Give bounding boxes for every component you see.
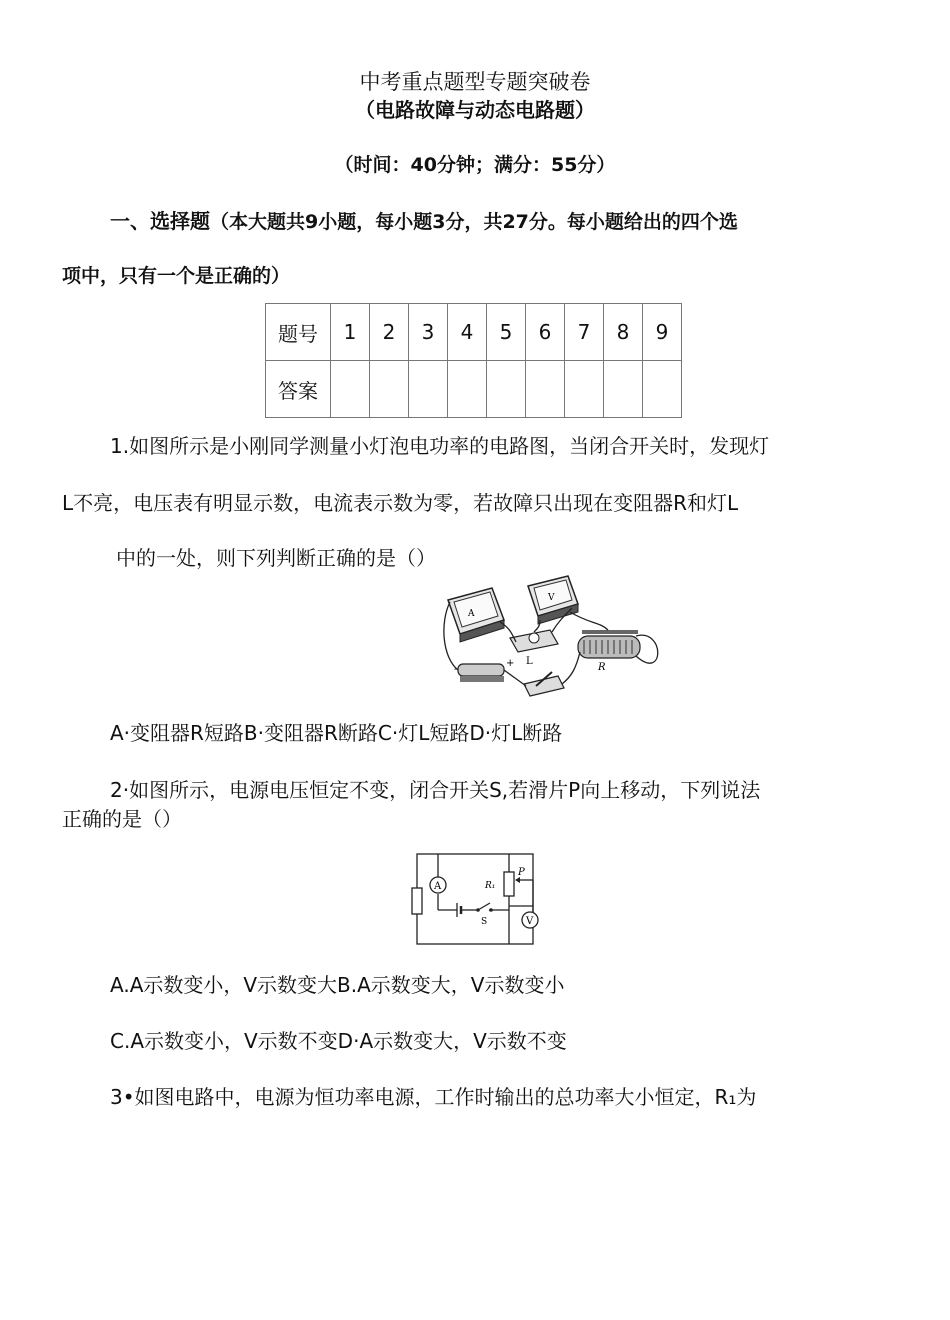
question-number-cell: 9 <box>643 304 682 361</box>
question-number-cell: 5 <box>487 304 526 361</box>
answer-cell <box>448 361 487 418</box>
q1-line2: L不亮，电压表有明显示数，电流表示数为零，若故障只出现在变阻器R和灯L <box>62 491 739 515</box>
ammeter-label: A <box>434 881 442 892</box>
section-heading: 一、选择题 <box>110 209 210 233</box>
answer-cell <box>370 361 409 418</box>
lamp-label: L <box>526 656 533 667</box>
ammeter-icon <box>448 588 504 642</box>
battery-icon <box>457 903 461 917</box>
page-title: 中考重点题型专题突破卷 <box>359 70 591 94</box>
section-line <box>110 205 738 234</box>
q1-line3: 中的一处，则下列判断正确的是（） <box>116 546 436 570</box>
switch-icon <box>476 903 493 927</box>
question-number-cell: 1 <box>331 304 370 361</box>
q1-options: A·变阻器R短路B·变阻器R断路C·灯L短路D·灯L断路 <box>110 721 563 745</box>
table-row <box>266 361 682 418</box>
question-number-cell: 8 <box>604 304 643 361</box>
battery-icon <box>454 658 514 682</box>
switch-icon <box>524 672 564 696</box>
question-number-cell: 4 <box>448 304 487 361</box>
question-number-cell: 6 <box>526 304 565 361</box>
q2-options-line1: A.A示数变小，V示数变大B.A示数变大，V示数变小 <box>110 973 565 997</box>
table-header-cell: 题号 <box>266 304 331 361</box>
q2-line1: 2·如图所示，电源电压恒定不变，闭合开关S,若滑片P向上移动，下列说法 <box>110 778 761 802</box>
question-number-cell: 2 <box>370 304 409 361</box>
answer-cell <box>643 361 682 418</box>
section-desc-cont: 项中，只有一个是正确的） <box>62 265 291 287</box>
lamp-icon <box>510 630 558 667</box>
battery-minus-label: - <box>454 664 458 675</box>
answer-cell <box>331 361 370 418</box>
battery-plus-label: + <box>506 658 515 669</box>
switch-label: S <box>481 917 488 927</box>
answer-cell <box>487 361 526 418</box>
table-row <box>266 304 682 361</box>
voltmeter-label: V <box>548 593 555 603</box>
answer-table <box>265 303 682 418</box>
table-header-cell: 答案 <box>266 361 331 418</box>
time-info: （时间：40分钟；满分：55分） <box>334 154 616 176</box>
question-number-cell: 3 <box>409 304 448 361</box>
r1-label: R₁ <box>485 881 496 891</box>
q2-circuit-figure <box>405 850 545 950</box>
page-subtitle: （电路故障与动态电路题） <box>355 98 595 122</box>
answer-cell <box>409 361 448 418</box>
schematic-wires <box>417 854 533 944</box>
section-desc: （本大题共9小题，每小题3分，共27分。每小题给出的四个选 <box>210 211 738 233</box>
q2-options-line2: C.A示数变小，V示数不变D·A示数变大，V示数不变 <box>110 1029 567 1053</box>
q1-circuit-figure <box>440 572 665 707</box>
ammeter-label: A <box>468 609 475 619</box>
slider-label: P <box>518 867 525 878</box>
rheostat-r1 <box>484 867 525 896</box>
resistor-r2 <box>412 888 422 914</box>
q1-line1: 1.如图所示是小刚同学测量小灯泡电功率的电路图，当闭合开关时，发现灯 <box>110 434 770 458</box>
q2-line2: 正确的是（） <box>62 807 182 831</box>
voltmeter-icon <box>522 880 538 928</box>
rheostat-icon <box>578 630 640 673</box>
answer-cell <box>604 361 643 418</box>
answer-cell <box>565 361 604 418</box>
question-number-cell: 7 <box>565 304 604 361</box>
ammeter-icon <box>430 877 446 893</box>
rheostat-label: R <box>598 662 606 673</box>
answer-cell <box>526 361 565 418</box>
voltmeter-label: V <box>526 916 534 927</box>
q3-line1: 3•如图电路中，电源为恒功率电源，工作时输出的总功率大小恒定，R₁为 <box>110 1085 757 1109</box>
voltmeter-icon <box>528 576 578 624</box>
